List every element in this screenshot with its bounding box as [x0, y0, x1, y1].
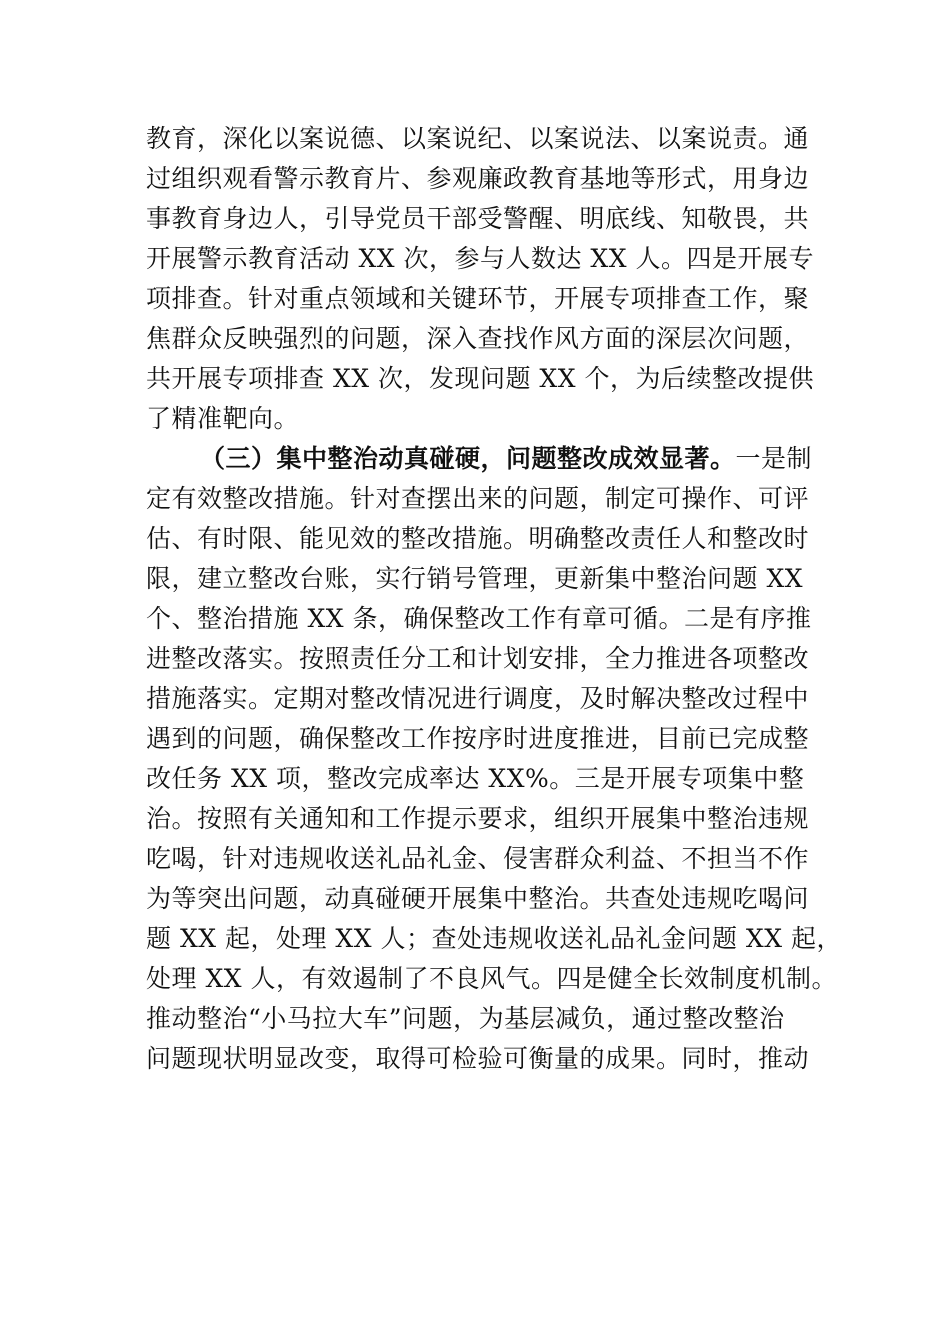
text-line: 个、整治措施 XX 条，确保整改工作有章可循。二是有序推	[146, 604, 812, 633]
text-line: 焦群众反映强烈的问题，深入查找作风方面的深层次问题，	[146, 324, 810, 353]
text-line: 共开展专项排查 XX 次，发现问题 XX 个，为后续整改提供	[146, 364, 814, 393]
text-line: 进整改落实。按照责任分工和计划安排，全力推进各项整改	[146, 644, 810, 673]
text-line: 估、有时限、能见效的整改措施。明确整改责任人和整改时	[146, 524, 810, 553]
text-line: 项排查。针对重点领域和关键环节，开展专项排查工作，聚	[146, 284, 810, 313]
text-line: 问题现状明显改变，取得可检验可衡量的成果。同时，推动	[146, 1044, 810, 1073]
text-line: 措施落实。定期对整改情况进行调度，及时解决整改过程中	[146, 684, 810, 713]
heading-line-rest: 一是制	[735, 444, 813, 473]
text-line: 限，建立整改台账，实行销号管理，更新集中整治问题 XX	[146, 564, 804, 593]
text-line: 事教育身边人，引导党员干部受警醒、明底线、知敬畏，共	[146, 204, 810, 233]
section-heading-line	[146, 439, 816, 479]
text-line: 处理 XX 人，有效遏制了不良风气。四是健全长效制度机制。	[146, 964, 837, 993]
text-line: 吃喝，针对违规收送礼品礼金、侵害群众利益、不担当不作	[146, 844, 810, 873]
text-line: 过组织观看警示教育片、参观廉政教育基地等形式，用身边	[146, 164, 810, 193]
text-line: 教育，深化以案说德、以案说纪、以案说法、以案说责。通	[146, 124, 810, 153]
text-line: 开展警示教育活动 XX 次，参与人数达 XX 人。四是开展专	[146, 244, 814, 273]
text-line: 定有效整改措施。针对查摆出来的问题，制定可操作、可评	[146, 484, 810, 513]
body-text	[146, 119, 842, 1079]
text-line: 改任务 XX 项，整改完成率达 XX%。三是开展专项集中整	[146, 764, 805, 793]
text-line: 了精准靶向。	[146, 404, 300, 433]
section-heading: （三）集中整治动真碰硬，问题整改成效显著。	[200, 444, 736, 473]
text-line: 推动整治“小马拉大车”问题，为基层减负，通过整改整治	[146, 1004, 785, 1033]
text-line: 遇到的问题，确保整改工作按序时进度推进，目前已完成整	[146, 724, 810, 753]
text-line: 为等突出问题，动真碰硬开展集中整治。共查处违规吃喝问	[146, 884, 810, 913]
text-line: 题 XX 起，处理 XX 人；查处违规收送礼品礼金问题 XX 起，	[146, 924, 842, 953]
text-line: 治。按照有关通知和工作提示要求，组织开展集中整治违规	[146, 804, 810, 833]
